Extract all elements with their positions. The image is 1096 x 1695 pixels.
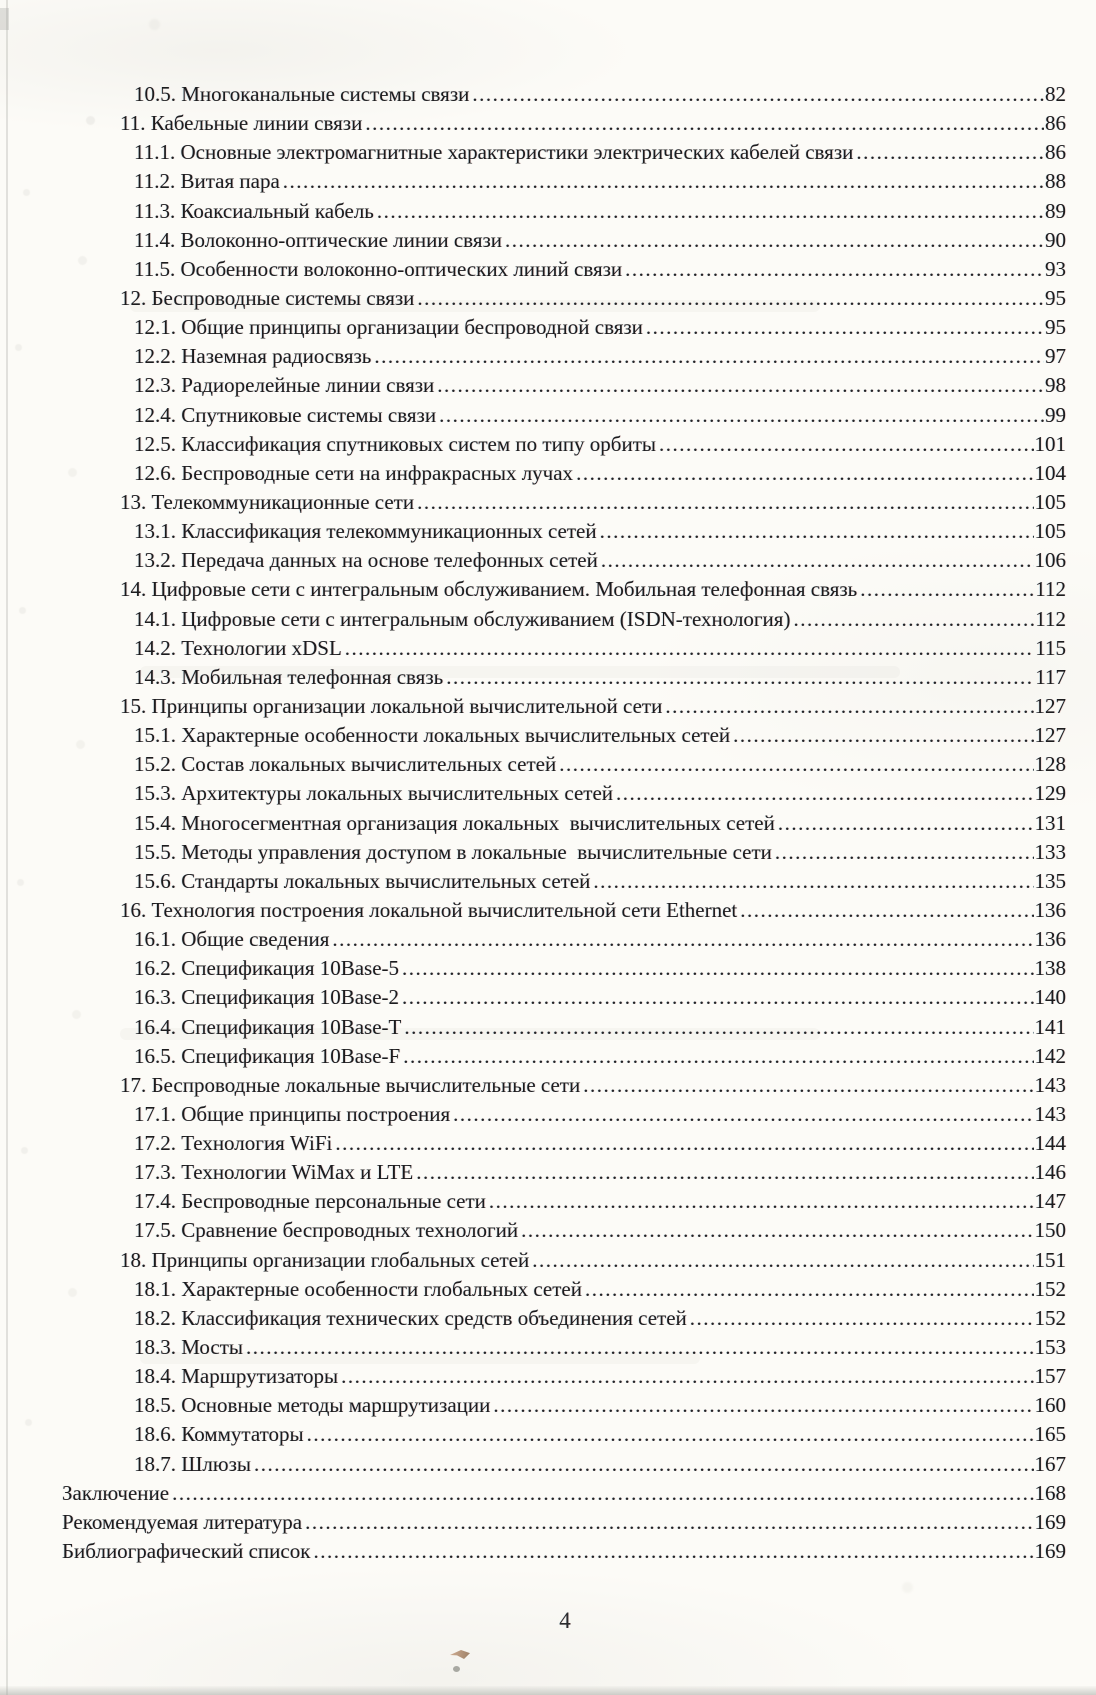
toc-entry-label: 15.4. Многосегментная организация локальных вычислительных сетей (134, 810, 775, 835)
toc-entry-page: 135 (1034, 868, 1066, 893)
toc-entry-label: 17.1. Общие принципы построения (134, 1101, 451, 1126)
toc-entry-label: 14.1. Цифровые сети с интегральным обслуживанием (ISDN-технология) (134, 606, 791, 631)
toc-entry (62, 1189, 1066, 1218)
toc-entry-label: 12.2. Наземная радиосвязь (134, 344, 372, 369)
toc-leader-dots (417, 490, 1033, 515)
toc-entry-label: 12.3. Радиорелейные линии связи (134, 373, 435, 398)
scan-bottom-shadow (0, 1686, 1096, 1695)
toc-entry-page: 89 (1045, 198, 1066, 223)
toc-entry-page: 115 (1035, 635, 1066, 660)
toc-leader-dots (775, 840, 1034, 865)
toc-leader-dots (601, 548, 1034, 573)
toc-entry (62, 811, 1066, 840)
toc-entry-page: 136 (1034, 927, 1066, 952)
toc-entry-page: 165 (1034, 1422, 1066, 1447)
scan-noise-specks (0, 0, 5, 5)
toc-entry-label: 16.5. Спецификация 10Base-F (134, 1043, 401, 1068)
toc-entry-label: 13. Телекоммуникационные сети (120, 489, 415, 514)
toc-entry-page: 142 (1034, 1043, 1066, 1068)
toc-entry-label: 16.4. Спецификация 10Base-T (134, 1014, 402, 1039)
toc-entry-page: 150 (1034, 1218, 1066, 1243)
toc-entry-page: 86 (1045, 140, 1066, 165)
toc-leader-dots (625, 257, 1044, 282)
toc-leader-dots (600, 519, 1034, 544)
toc-entry (62, 577, 1066, 606)
toc-leader-dots (437, 373, 1044, 398)
toc-entry (62, 1218, 1066, 1247)
toc-entry (62, 840, 1066, 869)
toc-entry (62, 1306, 1066, 1335)
toc-entry (62, 199, 1066, 228)
toc-entry-page: 97 (1045, 344, 1066, 369)
toc-entry-page: 140 (1034, 985, 1066, 1010)
toc-entry-label: 11.2. Витая пара (134, 169, 280, 194)
toc-entry (62, 1073, 1066, 1102)
toc-entry-page: 99 (1045, 402, 1066, 427)
toc-leader-dots (733, 723, 1033, 748)
toc-entry (62, 694, 1066, 723)
toc-entry-page: 153 (1034, 1335, 1066, 1360)
toc-entry-label: 18.6. Коммутаторы (134, 1422, 304, 1447)
toc-entry-page: 98 (1045, 373, 1066, 398)
toc-leader-dots (493, 1393, 1033, 1418)
toc-entry (62, 985, 1066, 1014)
toc-entry (62, 344, 1066, 373)
toc-entry-label: 15.5. Методы управления доступом в локальные вычислительные сети (134, 839, 772, 864)
toc-leader-dots (593, 869, 1033, 894)
toc-entry-page: 147 (1034, 1189, 1066, 1214)
toc-entry (62, 519, 1066, 548)
toc-entry-label: 15.6. Стандарты локальных вычислительных сетей (134, 868, 591, 893)
toc-leader-dots (559, 752, 1033, 777)
toc-entry-page: 112 (1035, 577, 1066, 602)
toc-leader-dots (402, 985, 1033, 1010)
toc-entry-page: 105 (1034, 489, 1066, 514)
toc-entry-label: 18. Принципы организации глобальных сетей (120, 1247, 530, 1272)
toc-leader-dots (505, 228, 1044, 253)
toc-entry-page: 95 (1045, 285, 1066, 310)
toc-leader-dots (246, 1335, 1033, 1360)
toc-entry (62, 1015, 1066, 1044)
toc-entry-page: 88 (1045, 169, 1066, 194)
toc-entry-label: 14.2. Технологии xDSL (134, 635, 342, 660)
table-of-contents (62, 82, 1066, 1568)
toc-entry-page: 144 (1034, 1131, 1066, 1156)
toc-leader-dots (305, 1510, 1033, 1535)
toc-leader-dots (472, 82, 1044, 107)
toc-leader-dots (489, 1189, 1034, 1214)
toc-entry (62, 723, 1066, 752)
toc-entry (62, 461, 1066, 490)
toc-entry (62, 82, 1066, 111)
toc-entry (62, 1131, 1066, 1160)
toc-leader-dots (416, 1160, 1033, 1185)
toc-entry (62, 403, 1066, 432)
toc-entry (62, 286, 1066, 315)
toc-entry (62, 548, 1066, 577)
toc-entry-page: 168 (1034, 1480, 1066, 1505)
toc-entry-label: 11. Кабельные линии связи (120, 111, 363, 136)
ink-dot-artifact (453, 1666, 460, 1672)
toc-entry-label: Библиографический список (62, 1539, 311, 1564)
toc-entry-label: 12.5. Классификация спутниковых систем по типу орбиты (134, 431, 657, 456)
toc-entry-label: 18.3. Мосты (134, 1335, 244, 1360)
toc-entry (62, 228, 1066, 257)
toc-entry-label: 15. Принципы организации локальной вычислительной сети (120, 693, 663, 718)
toc-entry-label: 14. Цифровые сети с интегральным обслуживанием. Мобильная телефонная связь (120, 577, 858, 602)
toc-entry-page: 143 (1034, 1101, 1066, 1126)
toc-entry-page: 133 (1034, 839, 1066, 864)
toc-entry-page: 152 (1034, 1276, 1066, 1301)
toc-entry (62, 1481, 1066, 1510)
toc-entry-label: 11.5. Особенности волоконно-оптических линий связи (134, 256, 623, 281)
toc-entry (62, 111, 1066, 140)
toc-leader-dots (740, 898, 1033, 923)
toc-entry-page: 143 (1034, 1072, 1066, 1097)
toc-leader-dots (313, 1539, 1033, 1564)
toc-leader-dots (576, 461, 1033, 486)
toc-entry-page: 90 (1045, 227, 1066, 252)
toc-entry-page: 127 (1034, 723, 1066, 748)
toc-entry-label: 17.5. Сравнение беспроводных технологий (134, 1218, 519, 1243)
toc-entry-page: 105 (1034, 519, 1066, 544)
toc-entry-page: 117 (1035, 664, 1066, 689)
toc-entry-page: 112 (1035, 606, 1066, 631)
toc-entry-label: Заключение (62, 1480, 170, 1505)
toc-entry-page: 146 (1034, 1160, 1066, 1185)
toc-entry (62, 1277, 1066, 1306)
toc-entry (62, 956, 1066, 985)
toc-leader-dots (659, 432, 1033, 457)
toc-leader-dots (254, 1452, 1033, 1477)
toc-entry-label: 18.7. Шлюзы (134, 1451, 252, 1476)
toc-entry-page: 129 (1034, 781, 1066, 806)
toc-leader-dots (583, 1073, 1033, 1098)
toc-entry (62, 490, 1066, 519)
toc-leader-dots (403, 1044, 1033, 1069)
toc-entry-label: 18.4. Маршрутизаторы (134, 1364, 339, 1389)
toc-leader-dots (690, 1306, 1034, 1331)
toc-entry (62, 665, 1066, 694)
toc-entry-label: 12. Беспроводные системы связи (120, 285, 415, 310)
scan-edge-line (6, 0, 8, 1695)
toc-leader-dots (374, 344, 1044, 369)
toc-entry-page: 127 (1034, 693, 1066, 718)
toc-entry-page: 136 (1034, 897, 1066, 922)
toc-entry-page: 93 (1045, 256, 1066, 281)
toc-entry-label: 17.4. Беспроводные персональные сети (134, 1189, 486, 1214)
toc-entry (62, 927, 1066, 956)
toc-entry-page: 152 (1034, 1305, 1066, 1330)
toc-entry-label: 16.1. Общие сведения (134, 927, 330, 952)
toc-entry-label: 17.2. Технология WiFi (134, 1131, 333, 1156)
toc-leader-dots (585, 1277, 1034, 1302)
toc-entry-label: 11.4. Волоконно-оптические линии связи (134, 227, 503, 252)
toc-entry (62, 1102, 1066, 1131)
toc-entry-page: 128 (1034, 752, 1066, 777)
toc-leader-dots (417, 286, 1044, 311)
toc-entry-label: 15.3. Архитектуры локальных вычислительных сетей (134, 781, 614, 806)
toc-entry-page: 95 (1045, 315, 1066, 340)
scan-corner-artifact (0, 8, 9, 30)
toc-entry-label: 15.1. Характерные особенности локальных вычислительных сетей (134, 723, 731, 748)
page-number: 4 (559, 1608, 571, 1633)
toc-leader-dots (307, 1422, 1034, 1447)
toc-entry-page: 86 (1045, 111, 1066, 136)
toc-entry (62, 1393, 1066, 1422)
toc-entry (62, 636, 1066, 665)
toc-entry-page: 104 (1034, 460, 1066, 485)
toc-entry-page: 169 (1034, 1539, 1066, 1564)
toc-entry (62, 373, 1066, 402)
toc-entry (62, 1044, 1066, 1073)
toc-entry (62, 781, 1066, 810)
toc-entry-label: 17. Беспроводные локальные вычислительные сети (120, 1072, 581, 1097)
toc-entry-label: 16.2. Спецификация 10Base-5 (134, 956, 400, 981)
toc-leader-dots (646, 315, 1044, 340)
toc-entry (62, 1248, 1066, 1277)
toc-entry-page: 82 (1045, 82, 1066, 106)
toc-entry-label: 12.6. Беспроводные сети на инфракрасных лучах (134, 460, 574, 485)
toc-entry-label: 16.3. Спецификация 10Base-2 (134, 985, 400, 1010)
toc-leader-dots (793, 607, 1034, 632)
toc-entry-label: 13.2. Передача данных на основе телефонных сетей (134, 548, 598, 573)
toc-entry-label: 10.5. Многоканальные системы связи (134, 82, 470, 106)
toc-leader-dots (341, 1364, 1033, 1389)
toc-entry-label: 12.1. Общие принципы организации беспроводной связи (134, 315, 643, 340)
toc-leader-dots (453, 1102, 1033, 1127)
toc-entry-page: 141 (1034, 1014, 1066, 1039)
toc-leader-dots (172, 1481, 1033, 1506)
toc-entry (62, 257, 1066, 286)
toc-leader-dots (335, 1131, 1033, 1156)
ink-smudge-artifact (450, 1650, 470, 1659)
toc-leader-dots (616, 781, 1033, 806)
toc-leader-dots (402, 956, 1033, 981)
toc-entry (62, 607, 1066, 636)
toc-entry-page: 169 (1034, 1509, 1066, 1534)
toc-leader-dots (778, 811, 1034, 836)
toc-entry-page: 101 (1034, 431, 1066, 456)
toc-leader-dots (446, 665, 1034, 690)
toc-entry (62, 315, 1066, 344)
toc-entry (62, 1160, 1066, 1189)
toc-leader-dots (856, 140, 1044, 165)
toc-entry (62, 1510, 1066, 1539)
toc-entry-page: 138 (1034, 956, 1066, 981)
toc-entry-label: 18.2. Классификация технических средств объединения сетей (134, 1305, 687, 1330)
toc-entry (62, 869, 1066, 898)
toc-entry-page: 157 (1034, 1364, 1066, 1389)
toc-entry-label: 11.1. Основные электромагнитные характеристики электрических кабелей связи (134, 140, 854, 165)
toc-entry-label: 16. Технология построения локальной вычислительной сети Ethernet (120, 897, 738, 922)
toc-entry (62, 1364, 1066, 1393)
toc-leader-dots (332, 927, 1033, 952)
toc-leader-dots (521, 1218, 1033, 1243)
toc-leader-dots (283, 169, 1044, 194)
toc-entry (62, 1539, 1066, 1568)
toc-entry-label: 13.1. Классификация телекоммуникационных сетей (134, 519, 597, 544)
toc-leader-dots (345, 636, 1034, 661)
toc-entry (62, 140, 1066, 169)
toc-leader-dots (532, 1248, 1033, 1273)
toc-entry (62, 898, 1066, 927)
toc-entry-page: 160 (1034, 1393, 1066, 1418)
toc-entry-label: 14.3. Мобильная телефонная связь (134, 664, 444, 689)
toc-entry-label: 12.4. Спутниковые системы связи (134, 402, 437, 427)
toc-leader-dots (377, 199, 1044, 224)
toc-entry-label: 11.3. Коаксиальный кабель (134, 198, 374, 223)
toc-leader-dots (404, 1015, 1033, 1040)
toc-leader-dots (365, 111, 1044, 136)
toc-entry-page: 106 (1034, 548, 1066, 573)
toc-entry-label: 18.1. Характерные особенности глобальных сетей (134, 1276, 582, 1301)
toc-leader-dots (860, 577, 1034, 602)
toc-entry (62, 432, 1066, 461)
toc-entry-label: 17.3. Технологии WiMax и LTE (134, 1160, 414, 1185)
toc-entry-label: 15.2. Состав локальных вычислительных сетей (134, 752, 557, 777)
toc-entry-page: 151 (1034, 1247, 1066, 1272)
toc-entry (62, 1422, 1066, 1451)
toc-entry-label: 18.5. Основные методы маршрутизации (134, 1393, 491, 1418)
toc-entry (62, 169, 1066, 198)
toc-entry (62, 1452, 1066, 1481)
toc-leader-dots (439, 403, 1044, 428)
toc-entry-label: Рекомендуемая литература (62, 1509, 303, 1534)
toc-entry (62, 1335, 1066, 1364)
toc-entry-page: 131 (1034, 810, 1066, 835)
toc-entry-page: 167 (1034, 1451, 1066, 1476)
toc-leader-dots (665, 694, 1033, 719)
toc-entry (62, 752, 1066, 781)
